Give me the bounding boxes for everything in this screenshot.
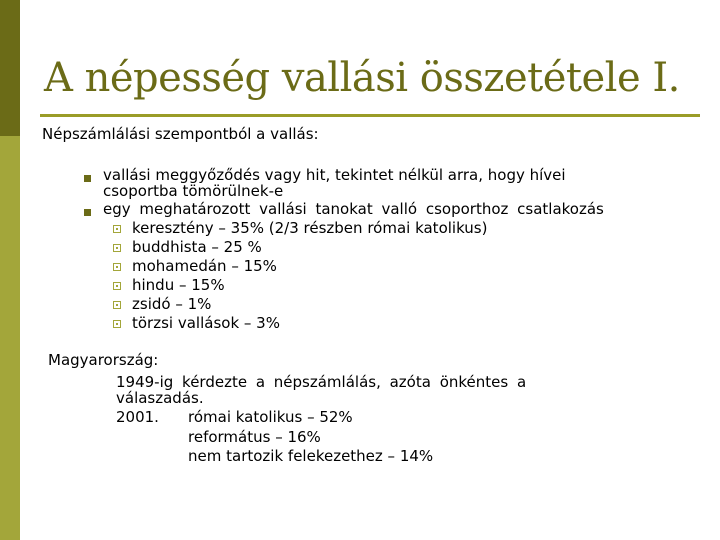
- sub-bullet-square-icon: [113, 225, 121, 233]
- sub-bullet-square-icon: [113, 263, 121, 271]
- left-accent-bar-light: [0, 136, 20, 540]
- sub-bullet-5: zsidó – 1%: [132, 295, 212, 313]
- intro-text: Népszámlálási szempontból a vallás:: [42, 125, 319, 143]
- slide-title: A népesség vallási összetétele I.: [44, 55, 680, 101]
- hungary-year: 2001.: [116, 408, 159, 426]
- sub-bullet-square-icon: [113, 244, 121, 252]
- sub-bullet-6: törzsi vallások – 3%: [132, 314, 280, 332]
- hungary-item-2: református – 16%: [188, 428, 321, 446]
- hungary-line-1: 1949-ig kérdezte a népszámlálás, azóta önkéntes a: [116, 373, 527, 391]
- sub-bullet-square-icon: [113, 282, 121, 290]
- sub-bullet-square-icon: [113, 320, 121, 328]
- title-underline: [40, 114, 700, 117]
- sub-bullet-2: buddhista – 25 %: [132, 238, 262, 256]
- sub-bullet-square-icon: [113, 301, 121, 309]
- left-accent-bar-dark: [0, 0, 20, 136]
- bullet-1-line-2: csoportba tömörülnek-e: [103, 182, 284, 200]
- bullet-square-icon: [84, 209, 91, 216]
- bullet-square-icon: [84, 175, 91, 182]
- hungary-heading: Magyarország:: [48, 351, 159, 369]
- sub-bullet-4: hindu – 15%: [132, 276, 225, 294]
- bullet-2-text: egy meghatározott vallási tanokat valló csoporthoz csatlakozás: [103, 200, 604, 218]
- hungary-item-1: római katolikus – 52%: [188, 408, 353, 426]
- bullet-1-line-1: vallási meggyőződés vagy hit, tekintet nélkül arra, hogy hívei: [103, 166, 566, 184]
- sub-bullet-3: mohamedán – 15%: [132, 257, 277, 275]
- hungary-item-3: nem tartozik felekezethez – 14%: [188, 447, 434, 465]
- hungary-line-2: válaszadás.: [116, 389, 204, 407]
- sub-bullet-1: keresztény – 35% (2/3 részben római katolikus): [132, 219, 488, 237]
